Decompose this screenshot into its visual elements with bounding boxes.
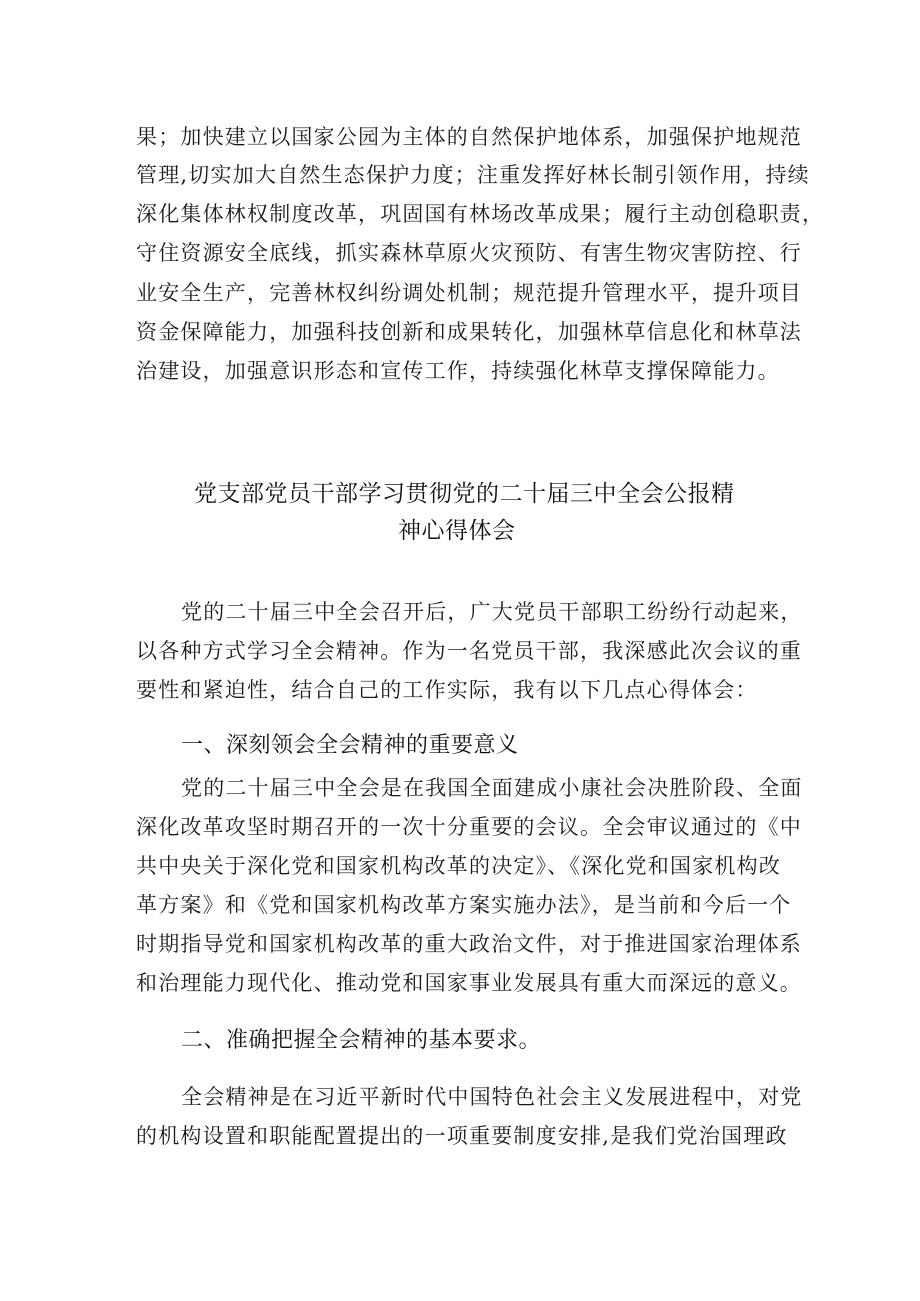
page-title: 党支部党员干部学习贯彻党的二十届三中全会公报精 (194, 481, 735, 507)
section-1-text-line: 和治理能力现代化、推动党和国家事业发展具有重大而深远的意义。 (136, 971, 802, 995)
section-heading-2: 二、准确把握全会精神的基本要求。 (181, 1028, 542, 1053)
body-text-line: 深化集体林权制度改革，巩固国有林场改革成果；履行主动创稳职责， (136, 202, 825, 226)
body-text-line: 治建设，加强意识形态和宣传工作，持续强化林草支撑保障能力。 (136, 359, 780, 383)
intro-text-line: 党的二十届三中全会召开后，广大党员干部职工纷纷行动起来， (181, 600, 803, 624)
section-2-text-line: 的机构设置和职能配置提出的一项重要制度安排,是我们党治国理政 (136, 1124, 788, 1148)
section-1-text-line: 深化改革攻坚时期召开的一次十分重要的会议。全会审议通过的《中 (136, 815, 802, 839)
intro-text-line: 以各种方式学习全会精神。作为一名党员干部，我深感此次会议的重 (136, 639, 802, 663)
section-1-text-line: 共中央关于深化党和国家机构改革的决定》、《深化党和国家机构改 (136, 854, 781, 878)
page-title-continued: 神心得体会 (398, 518, 516, 544)
section-1-text-line: 党的二十届三中全会是在我国全面建成小康社会决胜阶段、全面 (181, 776, 803, 800)
section-2-text-line: 全会精神是在习近平新时代中国特色社会主义发展进程中，对党 (181, 1085, 803, 1109)
body-text-line: 守住资源安全底线，抓实森林草原火灾预防、有害生物灾害防控、行 (136, 241, 802, 265)
section-heading-1: 一、深刻领会全会精神的重要意义 (181, 733, 519, 758)
body-text-line: 业安全生产，完善林权纠纷调处机制；规范提升管理水平，提升项目 (136, 281, 802, 305)
section-1-text-line: 革方案》和《党和国家机构改革方案实施办法》，是当前和今后一个 (136, 893, 792, 917)
section-1-text-line: 时期指导党和国家机构改革的重大政治文件，对于推进国家治理体系 (136, 932, 802, 956)
intro-text-line: 要性和紧迫性，结合自己的工作实际，我有以下几点心得体会： (136, 678, 758, 702)
body-text-line: 果；加快建立以国家公园为主体的自然保护地体系，加强保护地规范 (136, 125, 802, 149)
body-text-line: 资金保障能力，加强科技创新和成果转化，加强林草信息化和林草法 (136, 320, 802, 344)
body-text-line: 管理,切实加大自然生态保护力度；注重发挥好林长制引领作用，持续 (136, 163, 810, 187)
